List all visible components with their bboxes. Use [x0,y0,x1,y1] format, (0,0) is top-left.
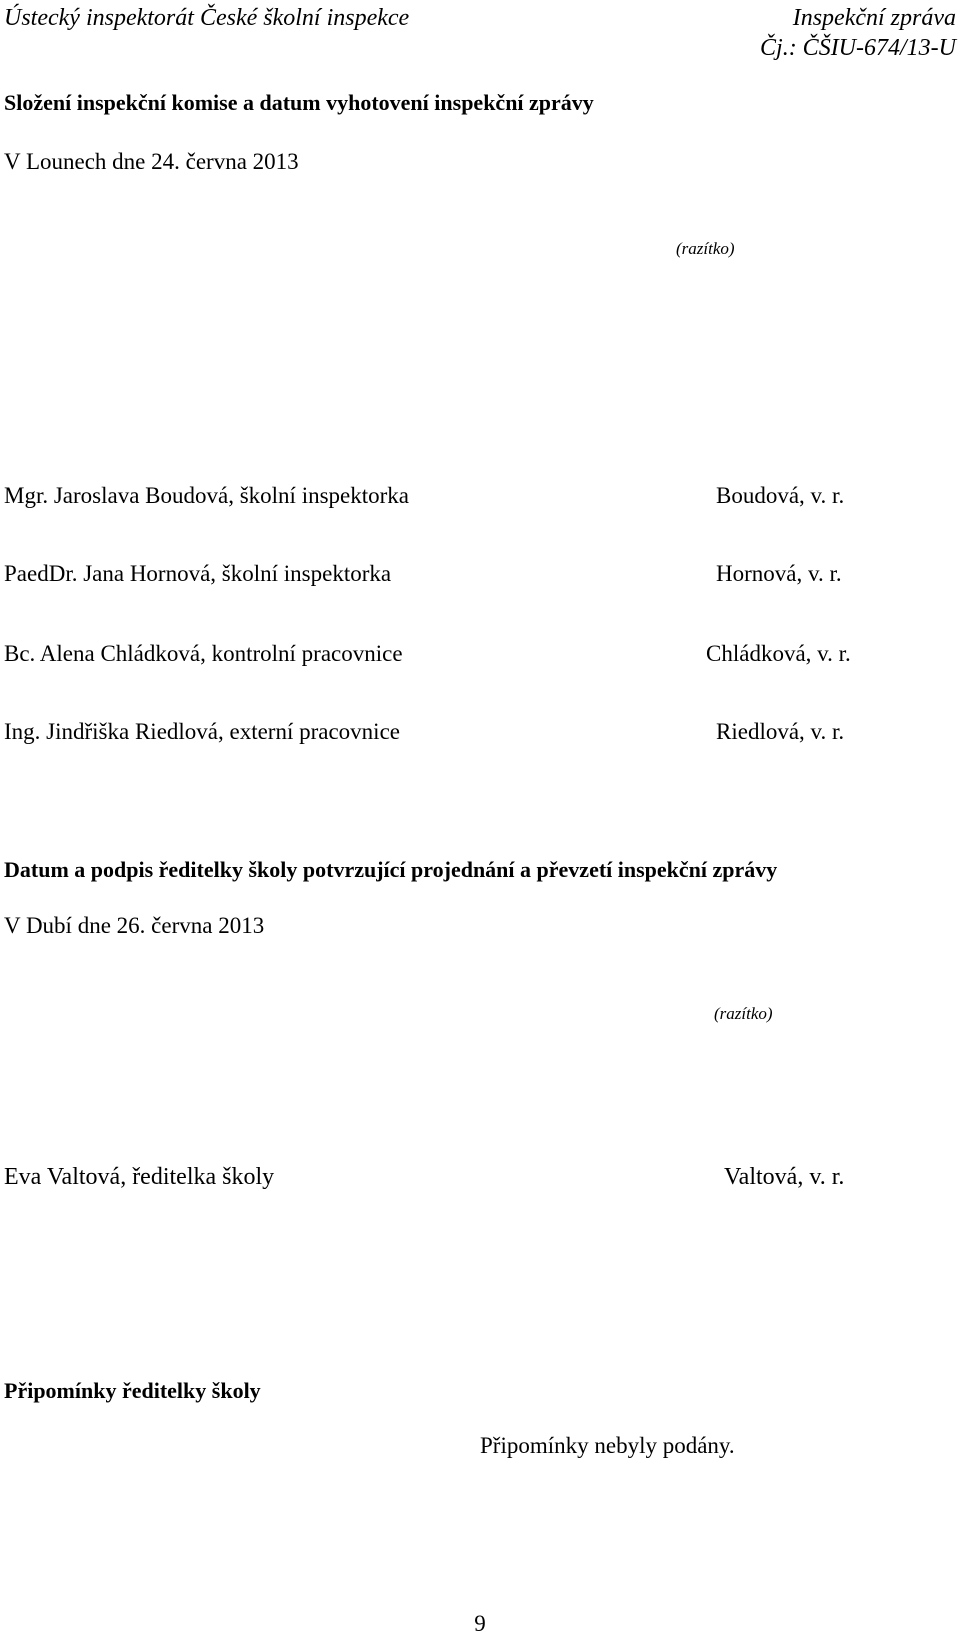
member-signature: Boudová, v. r. [716,483,845,508]
member-name: Ing. Jindřiška Riedlová, externí pracovnice [4,719,400,744]
commission-date-line: V Lounech dne 24. června 2013 [4,149,299,174]
director-name: Eva Valtová, ředitelka školy [4,1164,275,1190]
director-confirmation-heading: Datum a podpis ředitelky školy potvrzující projednání a převzetí inspekční zprávy [4,857,778,882]
member-name: Mgr. Jaroslava Boudová, školní inspektorka [4,483,410,508]
member-name: PaedDr. Jana Hornová, školní inspektorka [4,561,392,586]
member-signature: Hornová, v. r. [716,561,842,586]
commission-heading: Složení inspekční komise a datum vyhotovení inspekční zprávy [4,90,594,115]
commission-stamp-placeholder: (razítko) [676,239,735,258]
member-signature: Riedlová, v. r. [716,719,845,744]
header-inspectorate: Ústecký inspektorát České školní inspekce [4,5,410,31]
header-report-title: Inspekční zpráva [792,5,956,31]
page-number: 9 [474,1611,486,1636]
member-name: Bc. Alena Chládková, kontrolní pracovnice [4,641,403,666]
director-signature: Valtová, v. r. [724,1164,845,1190]
member-signature: Chládková, v. r. [706,641,851,666]
header-reference-number: Čj.: ČŠIU-674/13-U [760,35,956,61]
director-date-line: V Dubí dne 26. června 2013 [4,913,265,938]
remarks-text: Připomínky nebyly podány. [480,1433,735,1458]
director-stamp-placeholder: (razítko) [714,1004,773,1023]
remarks-heading: Připomínky ředitelky školy [4,1378,261,1403]
